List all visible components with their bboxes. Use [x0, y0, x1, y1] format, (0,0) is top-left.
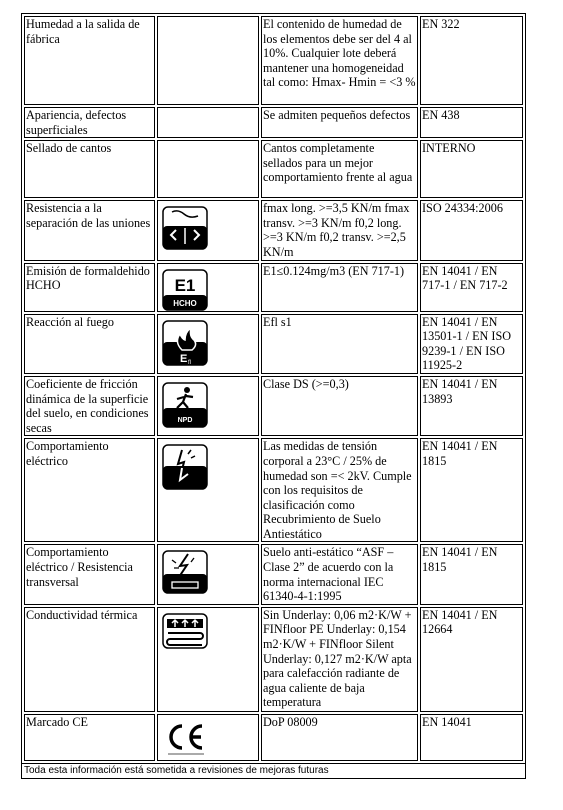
fire-reaction-icon: [162, 320, 208, 366]
icon-cell: [157, 438, 259, 542]
norm-cell: EN 438: [420, 107, 523, 138]
norm-cell: INTERNO: [420, 140, 523, 198]
icon-cell: [157, 544, 259, 604]
norm-cell: EN 14041: [420, 714, 523, 761]
electrical-resistance-icon: [162, 550, 208, 594]
value-cell: Cantos completamente sellados para un mejor comportamiento frente al agua: [261, 140, 418, 198]
e1-hcho-icon: [162, 269, 208, 311]
icon-cell: [157, 16, 259, 105]
value-cell: Sin Underlay: 0,06 m2·K/W + FINfloor PE Underlay: 0,154 m2·K/W + FINfloor Silent Underlay: 0,127 m2·K/W apta para calefacción radiante de agua caliente de baja temperatura: [261, 607, 418, 712]
property-cell: Reacción al fuego: [24, 314, 155, 374]
e1-label: E1: [174, 275, 196, 295]
property-cell: Resistencia a la separación de las uniones: [24, 200, 155, 260]
norm-cell: EN 14041 / EN 1815: [420, 544, 523, 604]
npd-label: NPD: [177, 416, 193, 424]
table-row: [24, 16, 523, 105]
table-row: [24, 140, 523, 198]
value-cell: El contenido de humedad de los elementos debe ser del 4 al 10%. Cualquier lote deberá mantener una homogeneidad tal como: Hmax- Hmin = <3 %: [261, 16, 418, 105]
specifications-table: [21, 13, 526, 764]
e-label: E: [180, 352, 188, 365]
table-row: [24, 714, 523, 761]
slip-resistance-icon: [162, 382, 208, 428]
property-cell: Humedad a la salida de fábrica: [24, 16, 155, 105]
norm-cell: ISO 24334:2006: [420, 200, 523, 260]
icon-cell: [157, 140, 259, 198]
table-row: [24, 376, 523, 436]
property-cell: Comportamiento eléctrico: [24, 438, 155, 542]
joint-strength-icon: [162, 206, 208, 250]
icon-cell: [157, 263, 259, 312]
property-cell: Sellado de cantos: [24, 140, 155, 198]
table-row: [24, 544, 523, 604]
norm-cell: EN 14041 / EN 13893: [420, 376, 523, 436]
icon-cell: [157, 376, 259, 436]
icon-cell: [157, 107, 259, 138]
table-row: [24, 263, 523, 312]
norm-cell: EN 322: [420, 16, 523, 105]
electrical-behaviour-icon: [162, 444, 208, 490]
icon-cell: [157, 607, 259, 712]
ce-mark-icon: [162, 720, 208, 758]
spec-sheet: [21, 13, 526, 779]
property-cell: Coeficiente de fricción dinámica de la superficie del suelo, en condiciones secas: [24, 376, 155, 436]
table-row: [24, 607, 523, 712]
norm-cell: EN 14041 / EN 717-1 / EN 717-2: [420, 263, 523, 312]
value-cell: fmax long. >=3,5 KN/m fmax transv. >=3 KN/m f0,2 long. >=3 KN/m f0,2 transv. >=2,5 KN/m: [261, 200, 418, 260]
value-cell: Se admiten pequeños defectos: [261, 107, 418, 138]
value-cell: E1≤0.124mg/m3 (EN 717-1): [261, 263, 418, 312]
property-cell: Emisión de formaldehido HCHO: [24, 263, 155, 312]
property-cell: Apariencia, defectos superficiales: [24, 107, 155, 138]
norm-cell: EN 14041 / EN 12664: [420, 607, 523, 712]
thermal-conductivity-icon: [162, 613, 208, 649]
value-cell: Suelo anti-estático “ASF – Clase 2” de acuerdo con la norma internacional IEC 61340-4-1:1995: [261, 544, 418, 604]
value-cell: Clase DS (>=0,3): [261, 376, 418, 436]
value-cell: Efl s1: [261, 314, 418, 374]
icon-cell: [157, 314, 259, 374]
footer-note: Toda esta información está sometida a revisiones de mejoras futuras: [21, 763, 526, 779]
norm-cell: EN 14041 / EN 1815: [420, 438, 523, 542]
property-cell: Comportamiento eléctrico / Resistencia transversal: [24, 544, 155, 604]
table-row: [24, 200, 523, 260]
table-row: [24, 107, 523, 138]
property-cell: Conductividad térmica: [24, 607, 155, 712]
fl-label: fl: [188, 359, 191, 366]
icon-cell: [157, 714, 259, 761]
hcho-label: HCHO: [173, 298, 197, 308]
property-cell: Marcado CE: [24, 714, 155, 761]
value-cell: DoP 08009: [261, 714, 418, 761]
table-row: [24, 314, 523, 374]
icon-cell: [157, 200, 259, 260]
value-cell: Las medidas de tensión corporal a 23°C / 25% de humedad son =< 2kV. Cumple con los requisitos de clasificación como Recubrimiento de Suelo Antiestático: [261, 438, 418, 542]
table-row: [24, 438, 523, 542]
norm-cell: EN 14041 / EN 13501-1 / EN ISO 9239-1 / EN ISO 11925-2: [420, 314, 523, 374]
